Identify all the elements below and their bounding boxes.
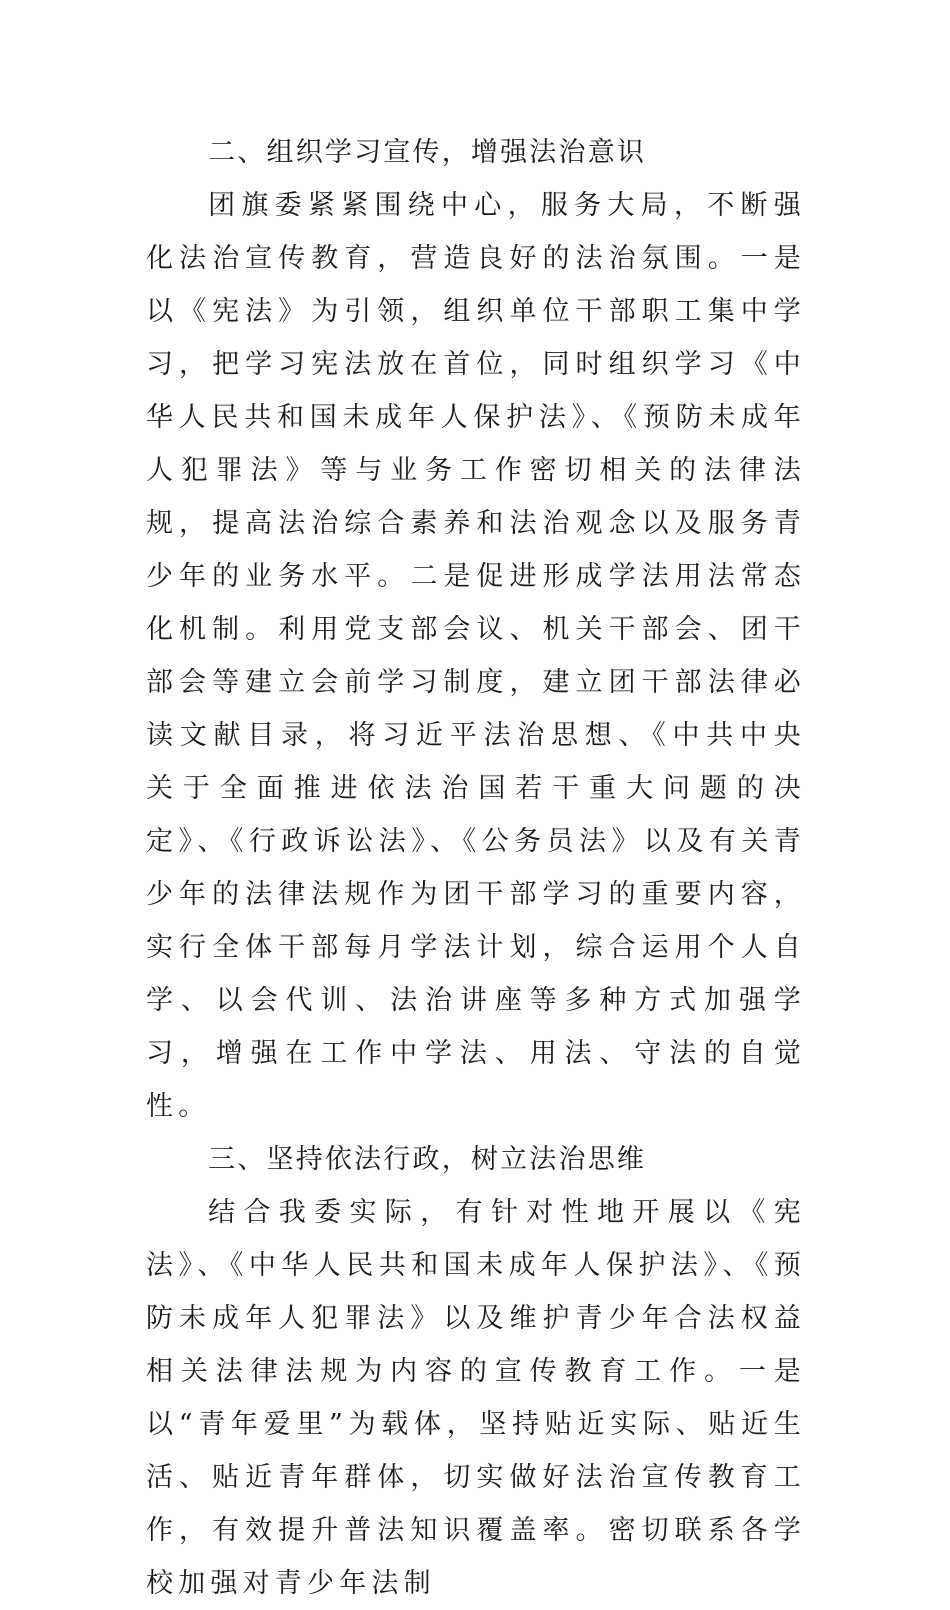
section-3-heading: 三、坚持依法行政，树立法治思维 bbox=[208, 1144, 647, 1175]
section-2-paragraph: 团旗委紧紧围绕中心，服务大局，不断强化法治宣传教育，营造良好的法治氛围。一是以《宪法》为引领，组织单位干部职工集中学习，把学习宪法放在首位，同时组织学习《中华人民共和国未成年人保护法》、《预防未成年人犯罪法》等与业务工作密切相关的法律法规，提高法治综合素养和法治观念以及服务青少年的业务水平。二是促进形成学法用法常态化机制。利用党支部会议、机关干部会、团干部会等建立会前学习制度，建立团干部法律必读文献目录，将习近平法治思想、《中共中央关于全面推进依法治国若干重大问题的决定》、《行政诉讼法》、《公务员法》以及有关青少年的法律法规作为团干部学习的重要内容，实行全体干部每月学法计划，综合运用个人自学、以会代训、法治讲座等多种方式加强学习，增强在工作中学法、用法、守法的自觉性。 bbox=[146, 190, 806, 1122]
section-3-paragraph: 结合我委实际，有针对性地开展以《宪法》、《中华人民共和国未成年人保护法》、《预防未成年人犯罪法》以及维护青少年合法权益相关法律法规为内容的宣传教育工作。一是以“青年爱里”为载体，坚持贴近实际、贴近生活、贴近青年群体，切实做好法治宣传教育工作，有效提升普法知识覆盖率。密切联系各学校加强对青少年法制 bbox=[146, 1197, 806, 1599]
section-2-heading: 二、组织学习宣传，增强法治意识 bbox=[208, 137, 647, 168]
document-body bbox=[146, 126, 806, 1610]
